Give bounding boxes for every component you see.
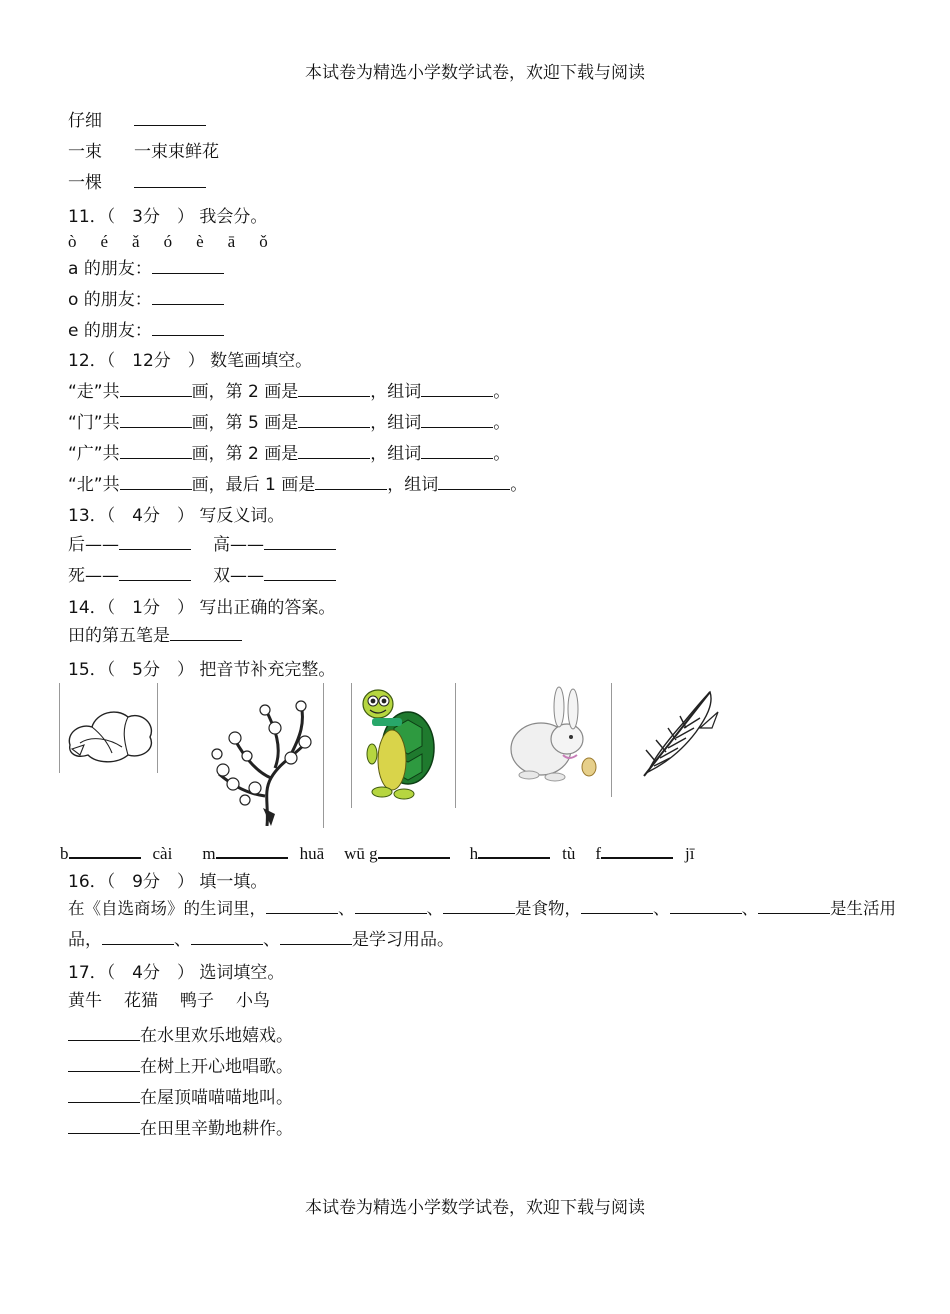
- cabbage-image: [62, 695, 158, 767]
- q17-row-4: 在田里辛勤地耕作。: [68, 1118, 293, 1140]
- word-bank-item: 黄牛: [68, 991, 102, 1011]
- answer-blank[interactable]: [298, 382, 370, 397]
- turtle-image: [358, 684, 438, 800]
- q17-row-1: 在水里欢乐地嬉戏。: [68, 1025, 293, 1047]
- page-header: 本试卷为精选小学数学试卷，欢迎下载与阅读: [305, 63, 645, 82]
- q11-row-e: e 的朋友：: [68, 320, 224, 342]
- q17-row-2: 在树上开心地唱歌。: [68, 1056, 293, 1078]
- q17-word-bank: [68, 990, 270, 1012]
- answer-blank[interactable]: [152, 321, 224, 336]
- q11-letters: ò é ǎ ó è ā ǒ: [68, 232, 268, 251]
- word-label: 仔细: [68, 111, 102, 131]
- answer-blank[interactable]: [119, 535, 191, 550]
- answer-blank[interactable]: [152, 290, 224, 305]
- page-footer: 本试卷为精选小学数学试卷，欢迎下载与阅读: [305, 1198, 645, 1217]
- q15-title: 15．（ 5分 ） 把音节补充完整。: [68, 660, 336, 680]
- q12-row-3: “广”共 画，第 2 画是 ，组词 。: [68, 444, 511, 464]
- word-label: 一棵: [68, 173, 102, 193]
- answer-blank[interactable]: [421, 444, 493, 459]
- word-label: 一束: [68, 142, 102, 162]
- answer-blank[interactable]: [315, 475, 387, 490]
- syllable-blank[interactable]: [216, 843, 288, 859]
- answer-blank[interactable]: [191, 930, 263, 945]
- q16-line-2: 品， 、 、 是学习用品。: [68, 930, 454, 950]
- answer-blank[interactable]: [758, 899, 830, 914]
- q14-line: 田的第五笔是: [68, 625, 242, 647]
- q14-title: 14．（ 1分 ） 写出正确的答案。: [68, 598, 336, 618]
- answer-blank[interactable]: [298, 444, 370, 459]
- answer-blank[interactable]: [120, 413, 192, 428]
- q17-title: 17．（ 4分 ） 选词填空。: [68, 963, 285, 983]
- answer-blank[interactable]: [581, 899, 653, 914]
- answer-blank[interactable]: [170, 626, 242, 641]
- q13-row-2: 死—— 双——: [68, 565, 336, 587]
- answer-blank[interactable]: [264, 535, 336, 550]
- word-row-1: [68, 110, 206, 132]
- q16-title: 16．（ 9分 ） 填一填。: [68, 872, 268, 892]
- q12-row-1: “走”共 画，第 2 画是 ，组词 。: [68, 382, 511, 402]
- answer-blank[interactable]: [68, 1026, 140, 1041]
- answer-blank[interactable]: [355, 899, 427, 914]
- syllable-blank[interactable]: [378, 843, 450, 859]
- q11-row-o: o 的朋友：: [68, 289, 224, 311]
- q15-syllable-row: b cài m huā wū g h tù f jī: [60, 844, 695, 863]
- answer-blank[interactable]: [120, 475, 192, 490]
- rabbit-image: [505, 685, 605, 783]
- answer-blank[interactable]: [298, 413, 370, 428]
- word-bank-item: 鸭子: [180, 991, 214, 1011]
- syllable-blank[interactable]: [601, 843, 673, 859]
- answer-blank[interactable]: [280, 930, 352, 945]
- q11-row-a: a 的朋友：: [68, 258, 224, 280]
- answer-blank[interactable]: [120, 382, 192, 397]
- answer-blank[interactable]: [421, 413, 493, 428]
- answer-blank[interactable]: [438, 475, 510, 490]
- answer-blank[interactable]: [68, 1057, 140, 1072]
- example-answer: 一束束鲜花: [134, 142, 219, 162]
- syllable-blank[interactable]: [478, 843, 550, 859]
- answer-blank[interactable]: [134, 111, 206, 126]
- word-bank-item: 小鸟: [236, 991, 270, 1011]
- answer-blank[interactable]: [68, 1088, 140, 1103]
- answer-blank[interactable]: [421, 382, 493, 397]
- answer-blank[interactable]: [670, 899, 742, 914]
- word-row-3: [68, 172, 206, 194]
- word-row-2: [68, 141, 219, 163]
- word-bank-item: 花猫: [124, 991, 158, 1011]
- image-divider: [351, 683, 352, 808]
- image-divider: [323, 683, 324, 828]
- answer-blank[interactable]: [152, 259, 224, 274]
- image-divider: [59, 683, 60, 773]
- answer-blank[interactable]: [119, 566, 191, 581]
- answer-blank[interactable]: [68, 1119, 140, 1134]
- syllable-blank[interactable]: [69, 843, 141, 859]
- answer-blank[interactable]: [443, 899, 515, 914]
- q12-title: 12．（ 12分 ） 数笔画填空。: [68, 351, 313, 371]
- plum-blossom-image: [205, 688, 323, 826]
- q13-title: 13．（ 4分 ） 写反义词。: [68, 506, 285, 526]
- q12-row-2: “门”共 画，第 5 画是 ，组词 。: [68, 413, 511, 433]
- answer-blank[interactable]: [266, 899, 338, 914]
- image-divider: [611, 683, 612, 797]
- q17-row-3: 在屋顶喵喵喵地叫。: [68, 1087, 293, 1109]
- image-divider: [455, 683, 456, 808]
- answer-blank[interactable]: [134, 173, 206, 188]
- q13-row-1: 后—— 高——: [68, 534, 336, 556]
- q12-row-4: “北”共 画，最后 1 画是 ，组词 。: [68, 475, 528, 495]
- q11-title: 11．（ 3分 ） 我会分。: [68, 207, 268, 227]
- chicken-feather-image: [640, 688, 722, 780]
- image-divider: [157, 683, 158, 773]
- q16-line-1: 在《自选商场》的生词里， 、 、 是食物， 、 、 是生活用: [68, 899, 896, 918]
- answer-blank[interactable]: [102, 930, 174, 945]
- answer-blank[interactable]: [264, 566, 336, 581]
- answer-blank[interactable]: [120, 444, 192, 459]
